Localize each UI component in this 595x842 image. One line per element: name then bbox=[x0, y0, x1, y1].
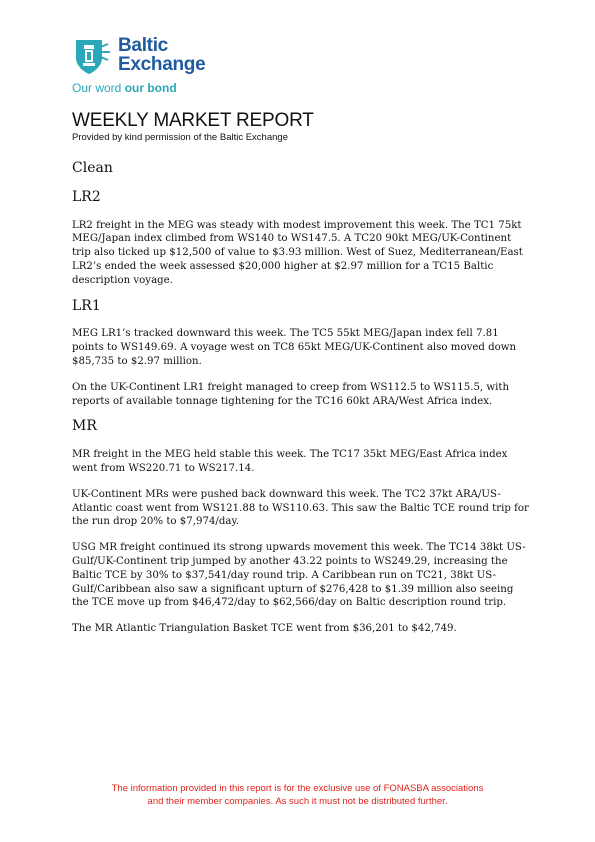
subsection-lr2 bbox=[72, 188, 532, 288]
baltic-exchange-logo bbox=[72, 36, 232, 96]
subsection-heading: MR bbox=[72, 418, 97, 435]
report-title: WEEKLY MARKET REPORT bbox=[72, 110, 314, 131]
logo-wordmark bbox=[118, 36, 205, 74]
subsection-heading: LR1 bbox=[72, 297, 101, 314]
subsection-lr1 bbox=[72, 297, 532, 409]
subsection-heading: LR2 bbox=[72, 188, 101, 205]
paragraph: The MR Atlantic Triangulation Basket TCE went from $36,201 to $42,749. bbox=[72, 623, 457, 635]
notice-line1: The information provided in this report is for the exclusive use of FONASBA associations bbox=[111, 783, 484, 794]
paragraph: MEG LR1’s tracked downward this week. The TC5 55kt MEG/Japan index fell 7.81 points to WS149.69. A voyage west on TC8 65kt MEG/UK-Continent also moved down $85,735 to $2.97 million. bbox=[72, 328, 517, 367]
lighthouse-shield-icon bbox=[72, 36, 112, 76]
logo-line1: Baltic bbox=[118, 35, 168, 56]
logo-tagline-bold: our bond bbox=[124, 81, 177, 95]
paragraph: USG MR freight continued its strong upwards movement this week. The TC14 38kt US-Gulf/UK-Continent trip jumped by another 43.22 points to WS249.29, increasing the Baltic TCE by 30% to $37,541/day round trip. A Caribbean run on TC21, 38kt US-Gulf/Caribbean also saw a significant upturn of $276,428 to $1.39 million also seeing the TCE move up from $46,472/day to $62,566/day on Baltic description round trip. bbox=[72, 542, 526, 609]
section-heading-clean: Clean bbox=[72, 160, 113, 176]
distribution-notice bbox=[0, 782, 595, 808]
paragraph: MR freight in the MEG held stable this week. The TC17 35kt MEG/East Africa index went from WS220.71 to WS217.14. bbox=[72, 449, 508, 474]
subsection-mr bbox=[72, 420, 532, 636]
logo-line2: Exchange bbox=[118, 54, 206, 75]
logo-tagline bbox=[72, 81, 177, 95]
paragraph: UK-Continent MRs were pushed back downward this week. The TC2 37kt ARA/US-Atlantic coast went from WS121.88 to WS110.63. This saw the Baltic TCE round trip for the run drop 20% to $7,974/day. bbox=[72, 488, 529, 528]
notice-line2: and their member companies. As such it must not be distributed further. bbox=[147, 796, 448, 807]
report-subtitle: Provided by kind permission of the Baltic Exchange bbox=[72, 132, 288, 143]
paragraph: LR2 freight in the MEG was steady with modest improvement this week. The TC1 75kt MEG/Japan index climbed from WS140 to WS147.5. A TC20 90kt MEG/UK-Continent trip also ticked up $12,500 of value to $3.93 million. West of Suez, Mediterranean/East LR2’s ended the week assessed $20,000 higher at $2.97 million for a TC15 Baltic description voyage. bbox=[72, 219, 523, 286]
logo-tagline-regular: Our word bbox=[72, 81, 125, 95]
paragraph: On the UK-Continent LR1 freight managed to creep from WS112.5 to WS115.5, with reports of available tonnage tightening for the TC16 60kt ARA/West Africa index. bbox=[72, 381, 510, 407]
report-body bbox=[72, 162, 532, 648]
